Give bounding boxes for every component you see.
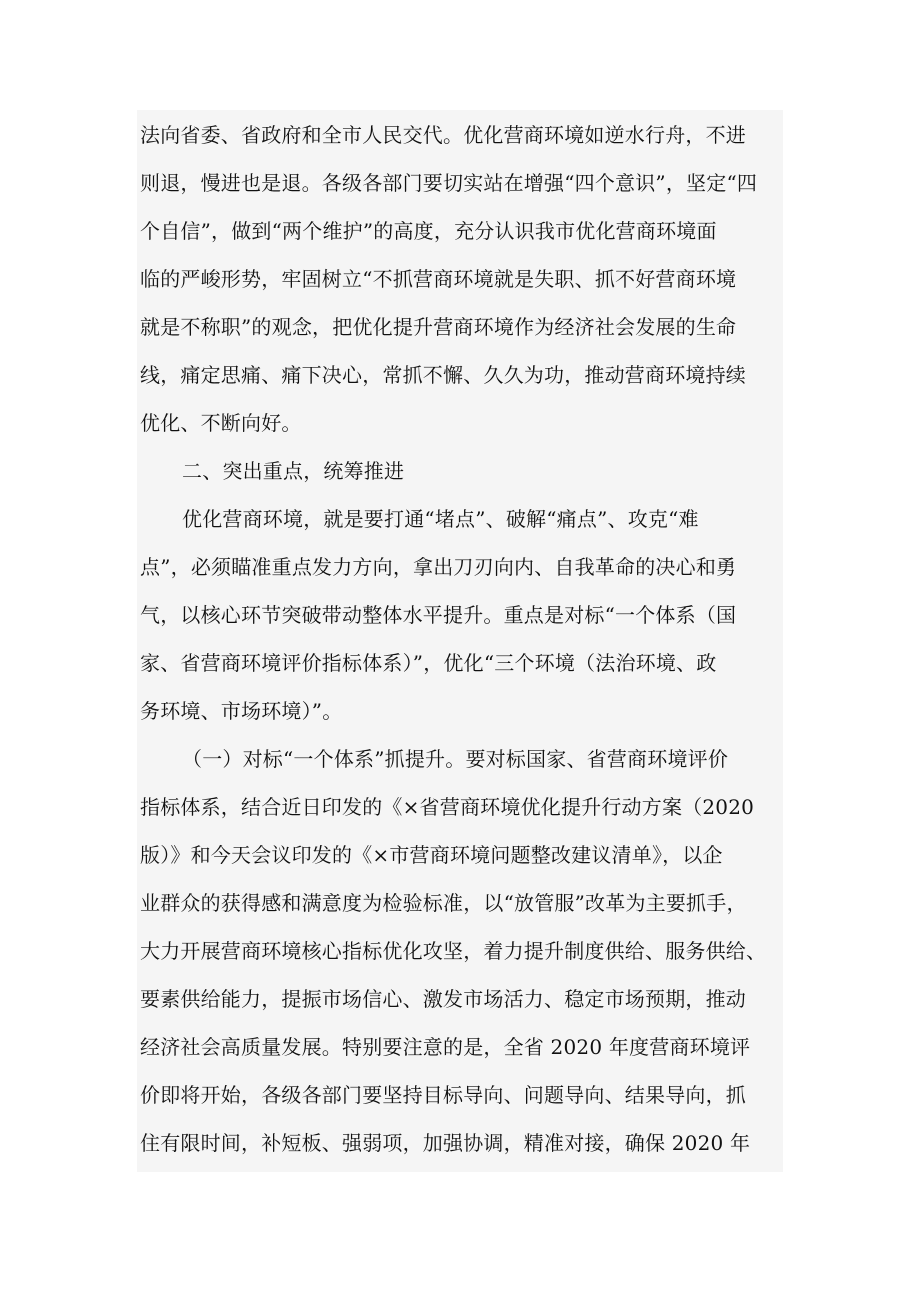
paragraph-line: 临的严峻形势，牢固树立“不抓营商环境就是失职、抓不好营商环境 <box>140 267 737 291</box>
paragraph-line: 大力开展营商环境核心指标优化攻坚，着力提升制度供给、服务供给、 <box>140 939 767 963</box>
paragraph-line: 就是不称职”的观念，把优化提升营商环境作为经济社会发展的生命 <box>140 315 737 339</box>
paragraph-line: 要素供给能力，提振市场信心、激发市场活力、稳定市场预期，推动 <box>140 987 746 1011</box>
paragraph-line: 住有限时间，补短板、强弱项，加强协调，精准对接，确保 2020 年 <box>140 1131 751 1155</box>
paragraph-line: 优化、不断向好。 <box>140 411 302 435</box>
paragraph-line: 指标体系，结合近日印发的《×省营商环境优化提升行动方案（2020 <box>140 795 755 819</box>
paragraph-line: （一）对标“一个体系”抓提升。要对标国家、省营商环境评价 <box>182 747 729 771</box>
paragraph-line: 版）》和今天会议印发的《×市营商环境问题整改建议清单》，以企 <box>140 843 723 867</box>
paragraph-line: 家、省营商环境评价指标体系）”，优化“三个环境（法治环境、政 <box>140 651 717 675</box>
paragraph-line: 法向省委、省政府和全市人民交代。优化营商环境如逆水行舟，不进 <box>140 123 746 147</box>
paragraph-line: 务环境、市场环境）”。 <box>140 699 343 723</box>
paragraph-line: 个自信”，做到“两个维护”的高度，充分认识我市优化营商环境面 <box>140 219 717 243</box>
paragraph-line: 价即将开始，各级各部门要坚持目标导向、问题导向、结果导向，抓 <box>140 1083 746 1107</box>
paragraph-line: 经济社会高质量发展。特别要注意的是，全省 2020 年度营商环境评 <box>140 1035 751 1059</box>
paragraph-line: 优化营商环境，就是要打通“堵点”、破解“痛点”、攻克“难 <box>182 507 699 531</box>
paragraph-line: 业群众的获得感和满意度为检验标准，以“放管服”改革为主要抓手， <box>140 891 747 915</box>
paragraph-line: 则退，慢进也是退。各级各部门要切实站在增强“四个意识”，坚定“四 <box>140 171 758 195</box>
paragraph-line: 点”，必须瞄准重点发力方向，拿出刀刃向内、自我革命的决心和勇 <box>140 555 737 579</box>
section-heading: 二、突出重点，统筹推进 <box>182 459 405 483</box>
paragraph-line: 线，痛定思痛、痛下决心，常抓不懈、久久为功，推动营商环境持续 <box>140 363 746 387</box>
paragraph-line: 气，以核心环节突破带动整体水平提升。重点是对标“一个体系（国 <box>140 603 737 627</box>
